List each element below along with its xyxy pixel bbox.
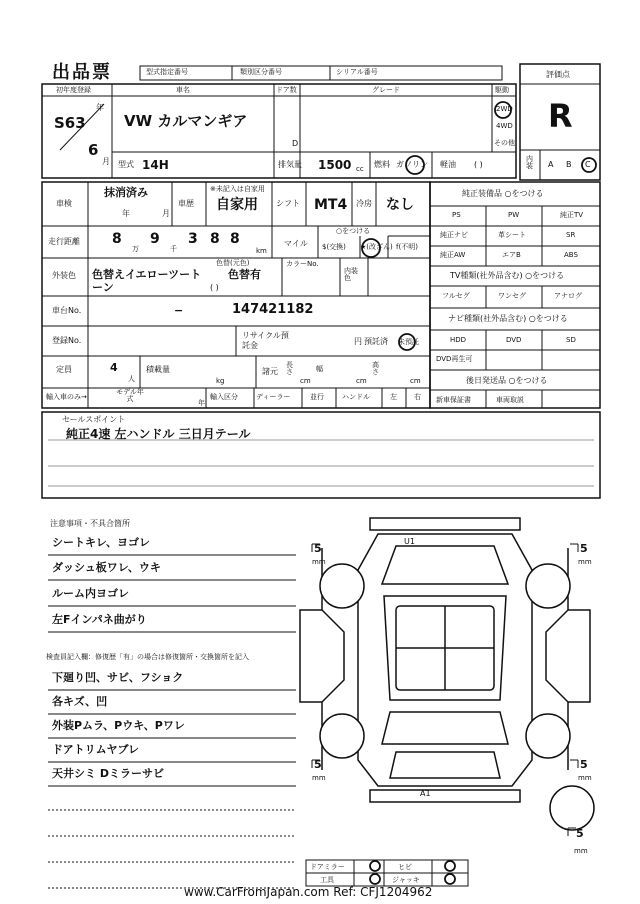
model-year-label: モデル年式 bbox=[116, 388, 144, 403]
width-label: 幅 bbox=[316, 365, 323, 373]
era-year: S63 bbox=[54, 114, 86, 132]
legend-mirror: ドアミラー bbox=[310, 863, 345, 871]
man-unit: 万 bbox=[132, 245, 139, 253]
after-manual: 車両取説 bbox=[496, 396, 524, 404]
kg-unit: kg bbox=[216, 377, 225, 385]
reg-label: 登録No. bbox=[52, 336, 82, 345]
rating-label: 評価点 bbox=[546, 70, 570, 79]
interior-a: A bbox=[548, 160, 554, 169]
sen-unit: 千 bbox=[170, 245, 177, 253]
use-value: 自家用 bbox=[216, 197, 258, 213]
mileage-digit-3: 3 bbox=[188, 231, 198, 247]
drive-label: 駆動 bbox=[495, 86, 509, 94]
doors-label: ドア数 bbox=[276, 86, 297, 94]
handle-label: ハンドル bbox=[342, 393, 370, 401]
tread-fr: 5 bbox=[580, 542, 588, 555]
recolor-value: 色替有 bbox=[228, 268, 261, 281]
nav-title: ナビ種類(社外品含む) ○をつける bbox=[448, 314, 568, 323]
tv-title: TV種類(社外品含む) ○をつける bbox=[450, 271, 565, 280]
chassis-value: 147421182 bbox=[232, 302, 314, 317]
parallel-label: 並行 bbox=[310, 393, 324, 401]
opt-airbag: エアB bbox=[502, 251, 521, 259]
load-label: 積載量 bbox=[146, 365, 170, 374]
legend-jack: ジャッキ bbox=[392, 876, 420, 884]
model-year-unit: 年 bbox=[198, 399, 205, 407]
height-unit: cm bbox=[410, 377, 421, 385]
interior-b: B bbox=[566, 160, 572, 169]
sales-label: セールスポイント bbox=[62, 415, 126, 424]
mileage-digit-2: 9 bbox=[150, 231, 160, 247]
spare-unit: mm bbox=[574, 847, 588, 855]
nav-hdd: HDD bbox=[450, 336, 467, 344]
mark-u1: U1 bbox=[404, 537, 415, 546]
opt-navi: 純正ナビ bbox=[440, 231, 468, 239]
import-cls-label: 輸入区分 bbox=[210, 393, 238, 401]
drive-opt-other: その他 bbox=[494, 139, 515, 147]
disp-label: 排気量 bbox=[278, 160, 302, 169]
length-label: 長さ bbox=[286, 361, 293, 376]
capacity-value: 4 bbox=[110, 361, 118, 374]
tread-rr-unit: mm bbox=[578, 774, 592, 782]
right-label: 右 bbox=[414, 393, 421, 401]
tread-rl-unit: mm bbox=[312, 774, 326, 782]
use-note: ※未記入は自家用 bbox=[210, 185, 265, 193]
height-label: 高さ bbox=[372, 361, 379, 376]
grade-label: グレード bbox=[372, 86, 400, 94]
chassis-dash: − bbox=[174, 304, 184, 317]
length-unit: cm bbox=[300, 377, 311, 385]
dealer-label: ディーラー bbox=[256, 393, 291, 401]
interior-c: C bbox=[585, 160, 591, 169]
door-d: D bbox=[292, 139, 299, 148]
opt-abs: ABS bbox=[564, 251, 578, 259]
genuine-title: 純正装備品 ○をつける bbox=[462, 189, 544, 198]
km-unit: km bbox=[256, 247, 267, 255]
mileage-digit-4: 8 bbox=[210, 231, 220, 247]
color-value: 色替えイエローツートーン bbox=[92, 268, 202, 294]
opt-ps: PS bbox=[452, 211, 461, 219]
color-label: 外装色 bbox=[52, 271, 76, 280]
model-value: 14H bbox=[142, 158, 169, 172]
person-unit: 人 bbox=[128, 375, 135, 383]
opt-leather: 革シート bbox=[498, 231, 526, 239]
note-item: 左Fインパネ曲がり bbox=[52, 613, 147, 626]
interior-label: 内装 bbox=[526, 155, 533, 170]
tread-fr-unit: mm bbox=[578, 558, 592, 566]
opt-aw: 純正AW bbox=[440, 251, 466, 259]
width-unit: cm bbox=[356, 377, 367, 385]
dims-label: 諸元 bbox=[262, 367, 278, 376]
year-suffix: 年 bbox=[96, 103, 104, 112]
left-label: 左 bbox=[390, 393, 397, 401]
mileage-label: 走行距離 bbox=[48, 237, 80, 246]
model-cert-label: 型式指定番号 bbox=[146, 68, 188, 76]
insp-month-unit: 月 bbox=[162, 209, 170, 218]
shift-value: MT4 bbox=[314, 197, 348, 213]
inspection-label: 車検 bbox=[56, 199, 72, 208]
use-label: 車歴 bbox=[178, 199, 194, 208]
after-title: 後日発送品 ○をつける bbox=[466, 376, 548, 385]
insp-year-unit: 年 bbox=[122, 209, 130, 218]
class-label: 類別区分番号 bbox=[240, 68, 282, 76]
inspector-item: 外装Pムラ、Pウキ、Pワレ bbox=[52, 719, 185, 732]
recolor-label: 色替(元色) bbox=[216, 259, 250, 267]
rating-value: R bbox=[548, 97, 573, 135]
tread-rr: 5 bbox=[580, 758, 588, 771]
yen-label: 円 bbox=[354, 337, 362, 346]
not-deposited-label: 未預託 bbox=[398, 338, 419, 346]
deposited-label: 預託済 bbox=[364, 337, 388, 346]
meter-note: ○をつける bbox=[336, 227, 371, 235]
recycle-label: リサイクル預託金 bbox=[242, 331, 289, 350]
mileage-digit-1: 8 bbox=[112, 231, 122, 247]
note-item: ルーム内ヨゴレ bbox=[52, 587, 129, 600]
legend-tools: 工具 bbox=[320, 876, 334, 884]
ac-value: なし bbox=[386, 197, 414, 213]
meter-opt-tampered: ★(改ざん) bbox=[360, 243, 393, 251]
nav-dvd: DVD bbox=[506, 336, 522, 344]
mark-a1: A1 bbox=[420, 789, 431, 798]
fuel-paren: ( ) bbox=[474, 160, 483, 169]
legend-crack: ヒビ bbox=[398, 863, 412, 871]
footer-watermark: www.CarFromJapan.com Ref: CFJ1204962 bbox=[184, 885, 433, 899]
opt-pw: PW bbox=[508, 211, 520, 219]
tread-rl: 5 bbox=[314, 758, 322, 771]
fuel-gasoline: ガソリン bbox=[396, 160, 428, 169]
tread-fl: 5 bbox=[314, 542, 322, 555]
mileage-digit-5: 8 bbox=[230, 231, 240, 247]
inspector-item: ドアトリムヤブレ bbox=[52, 743, 140, 756]
inspector-item: 天井シミ Dミラーサビ bbox=[52, 767, 164, 780]
reg-month: 6 bbox=[88, 141, 99, 159]
note-item: シートキレ、ヨゴレ bbox=[52, 536, 151, 549]
capacity-label: 定員 bbox=[56, 365, 72, 374]
page-title: 出品票 bbox=[52, 62, 112, 83]
car-diagram bbox=[300, 518, 590, 802]
sales-text: 純正4速 左ハンドル 三日月テール bbox=[66, 427, 251, 441]
name-label: 車名 bbox=[176, 86, 190, 94]
disp-value: 1500 bbox=[318, 158, 352, 172]
car-name: VW カルマンギア bbox=[124, 112, 248, 130]
import-label: 輸入車のみ→ bbox=[46, 393, 87, 401]
fuel-label: 燃料 bbox=[374, 160, 390, 169]
chassis-label: 車台No. bbox=[52, 306, 82, 315]
inspection-value: 抹消済み bbox=[104, 186, 148, 199]
drive-opt-2wd: 2WD bbox=[496, 105, 513, 113]
after-warranty: 新車保証書 bbox=[436, 396, 471, 404]
serial-label: シリアル番号 bbox=[336, 68, 378, 76]
tv-oneseg: ワンセグ bbox=[498, 292, 526, 300]
ac-label: 冷房 bbox=[356, 199, 372, 208]
inspector-title: 検査員記入欄：修復歴「有」の場合は修復箇所・交換箇所を記入 bbox=[46, 653, 249, 661]
interior-color-label: 内装色 bbox=[344, 267, 358, 282]
tv-analog: アナログ bbox=[554, 292, 582, 300]
drive-opt-4wd: 4WD bbox=[496, 122, 513, 130]
meter-opt-exchange: $(交換) bbox=[322, 243, 346, 251]
opt-tv: 純正TV bbox=[560, 211, 584, 219]
inspector-item: 下廻り凹、サビ、フショク bbox=[52, 671, 184, 684]
fuel-diesel: 軽油 bbox=[440, 160, 456, 169]
nav-dvd-play: DVD再生可 bbox=[436, 355, 473, 363]
first-reg-label: 初年度登録 bbox=[56, 86, 91, 94]
nav-sd: SD bbox=[566, 336, 576, 344]
note-item: ダッシュ板ワレ、ウキ bbox=[52, 561, 161, 574]
month-suffix: 月 bbox=[102, 157, 110, 166]
recolor-paren: ( ) bbox=[210, 283, 219, 292]
mile-label: マイル bbox=[284, 239, 308, 248]
inspector-item: 各キズ、凹 bbox=[52, 695, 108, 708]
tv-fullseg: フルセグ bbox=[442, 292, 470, 300]
tread-fl-unit: mm bbox=[312, 558, 326, 566]
spare-tread: 5 bbox=[576, 827, 584, 840]
meter-opt-unknown: f(不明) bbox=[396, 243, 418, 251]
notes-title: 注意事項・不具合箇所 bbox=[50, 519, 130, 528]
disp-unit: cc bbox=[356, 165, 364, 173]
opt-sr: SR bbox=[566, 231, 576, 239]
color-no-label: カラーNo. bbox=[286, 260, 319, 268]
model-label: 型式 bbox=[118, 160, 134, 169]
shift-label: シフト bbox=[276, 199, 300, 208]
